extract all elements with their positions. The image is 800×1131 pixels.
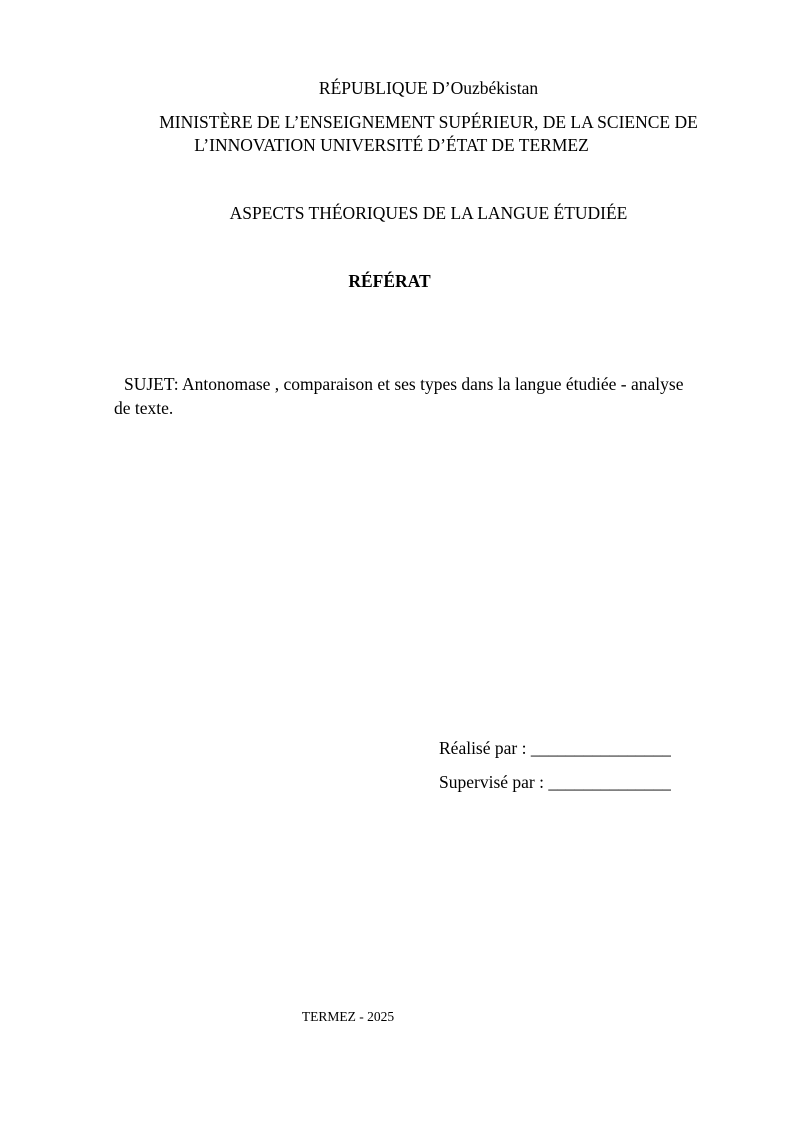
subject-line-1: SUJET: Antonomase , comparaison et ses types dans la langue étudiée - analyse — [124, 374, 684, 394]
ministry-heading-line-1: MINISTÈRE DE L’ENSEIGNEMENT SUPÉRIEUR, DE LA SCIENCE DE — [159, 112, 698, 132]
republic-heading: RÉPUBLIQUE D’Ouzbékistan — [318, 78, 539, 98]
document-type-title: RÉFÉRAT — [348, 271, 431, 291]
ministry-heading-line-2: L’INNOVATION UNIVERSITÉ D’ÉTAT DE TERMEZ — [194, 135, 589, 155]
done-by-field: Réalisé par : ________________ — [439, 738, 671, 758]
course-title: ASPECTS THÉORIQUES DE LA LANGUE ÉTUDIÉE — [229, 203, 628, 223]
subject-line-2: de texte. — [114, 398, 174, 418]
footer-place-year: TERMEZ - 2025 — [301, 1009, 395, 1024]
supervised-by-field: Supervisé par : ______________ — [439, 772, 671, 792]
